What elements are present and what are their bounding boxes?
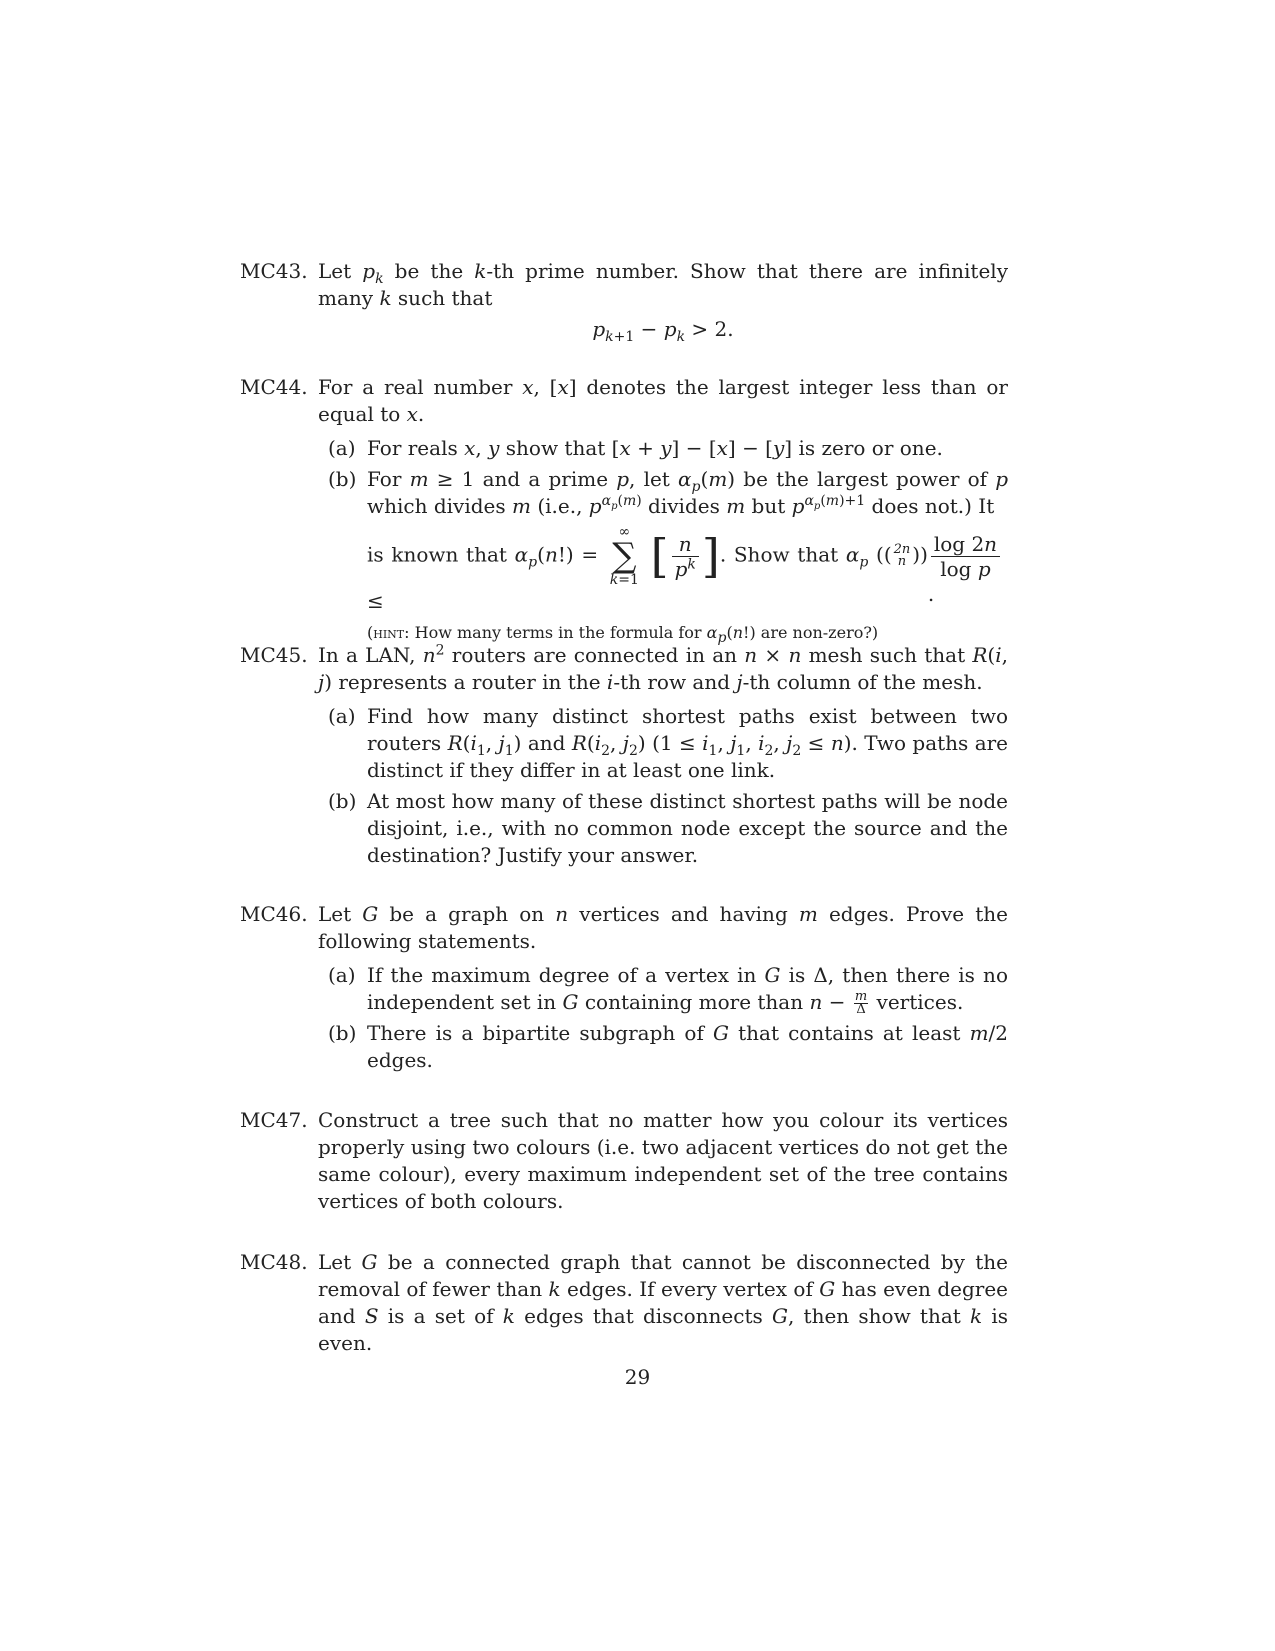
problem-part-b: (b) At most how many of these distinct shortest paths will be node disjoint, i.e., with no common node except the source and the destination? Justify your answer.	[328, 789, 1008, 867]
problem-body	[318, 642, 1008, 869]
summation: ∞ ∑ k=1	[609, 524, 639, 588]
problem-label: MC45.	[240, 643, 308, 667]
hint: (hint: How many terms in the formula for $\alpha_p(n!)$ are non-zero?)	[367, 623, 879, 647]
problem-statement: Let G be a connected graph that cannot be disconnected by the removal of fewer than k edges. If every vertex of G has even degree and S is a set of k edges that disconnects G, then show that k is even.	[318, 1250, 1009, 1355]
problem-part-b: (b) There is a bipartite subgraph of G that contains at least m/2 edges.	[328, 1021, 1008, 1072]
problem-body	[318, 1107, 1008, 1215]
page-number: 29	[624, 1365, 651, 1389]
problem-statement: Let G be a graph on n vertices and having m edges. Prove the following statements.	[318, 902, 1009, 953]
problem-statement: Construct a tree such that no matter how you colour its vertices properly using two colours (i.e. two adjacent vertices do not get the same colour), every maximum independent set of the tree contains vertices of both colours.	[318, 1108, 1008, 1213]
problem-label: MC46.	[240, 902, 308, 926]
problem-statement: In a LAN, $n^2$ routers are connected in an n × n mesh such that R(i, j) represents a router in the i-th row and j-th column of the mesh.	[318, 642, 1008, 694]
problem-label: MC47.	[240, 1108, 308, 1132]
problem-label: MC44.	[240, 375, 308, 399]
problem-part-a: (a) Find how many distinct shortest paths exist between two routers $R(i_1$, $j_1$) and $R(i_2$, $j_2$) ($1 \le i_1$, $j_1$, $i_2$, $j_2 \le n$). Two paths are distinct if they differ in at least one link.	[328, 704, 1009, 782]
problem-body	[318, 374, 1008, 646]
display-formula: $p_{k+1} - p_k > 2$.	[592, 317, 734, 345]
problem-part-b: (b) For m ≥ 1 and a prime p, let $\alpha_p(m)$ be the largest power of p which divides m (i.e., $p^{\alpha_p(m)}$ divides m but $p^{\alpha_p(m)+1}$ does not.) It is known that $\alpha_p(n!)$ = ∞ ∑ k=1 [ $\frac{n}{p^k}$ ]. Show that $\alpha_p$ (( 2n n )) ≤ $\frac{\log 2n}{\text{log p}}$ . (hint: How many terms in the formula for $\alpha_p(n!)$ are non-zero?)	[328, 467, 1009, 647]
problem-statement: Let $p_k$ be the k-th prime number. Show that there are infinitely many k such that	[318, 259, 1009, 310]
problem-part-a: (a) For reals x, y show that [x + y] − [x] − [y] is zero or one.	[328, 436, 943, 460]
problem-mc43	[240, 258, 1008, 343]
problem-label: MC43.	[240, 259, 308, 283]
problem-mc46	[240, 901, 1008, 1078]
problem-body	[318, 1249, 1008, 1357]
formula-line: is known that $\alpha_p(n!)$ = ∞ ∑ k=1 [ $\frac{n}{p^k}$ ]. Show that $\alpha_p$ (( 2n n )) ≤ $\frac{\log 2n}{\text{log p}}$ .	[367, 524, 1008, 615]
problem-statement: For a real number x, [x] denotes the largest integer less than or equal to x.	[318, 375, 1008, 426]
problem-body	[318, 901, 1008, 1074]
problem-mc47	[240, 1107, 1008, 1215]
problem-body	[318, 258, 1008, 343]
problem-mc48	[240, 1249, 1008, 1357]
problem-mc45	[240, 642, 1008, 873]
problem-label: MC48.	[240, 1250, 308, 1274]
problem-part-a: (a) If the maximum degree of a vertex in G is Δ, then there is no independent set in G containing more than n − $\frac{m}{\Delta}$ vertices.	[328, 963, 1008, 1017]
problem-mc44	[240, 374, 1008, 650]
